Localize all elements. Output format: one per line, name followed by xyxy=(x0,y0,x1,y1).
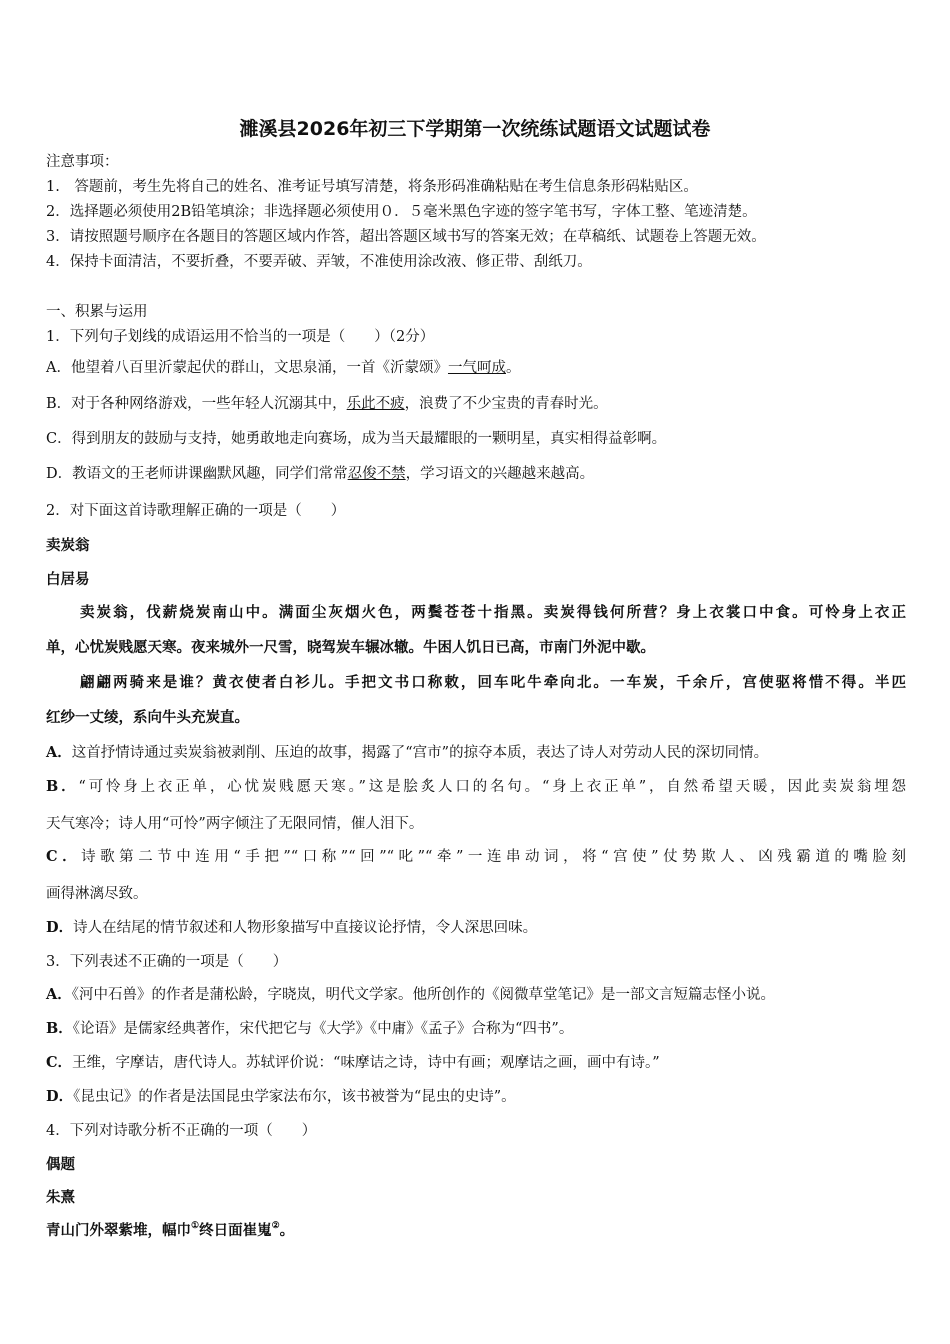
q1-option-c: C．得到朋友的鼓励与支持，她勇敢地走向赛场，成为当天最耀眼的一颗明星，真实相得益彰啊。 xyxy=(46,431,667,447)
poem-line: 翩翩两骑来是谁？黄衣使者白衫儿。手把文书口称敕，回车叱牛牵向北。一车炭，千余斤，宫使驱将惜不得。半匹 xyxy=(80,674,906,691)
poem-line: 卖炭翁，伐薪烧炭南山中。满面尘灰烟火色，两鬓苍苍十指黑。卖炭得钱何所营？身上衣裳口中食。可怜身上衣正 xyxy=(80,604,906,621)
question-3-stem: 3．下列表述不正确的一项是（ ） xyxy=(46,954,288,970)
underlined-idiom: 乐此不疲 xyxy=(346,396,405,412)
poem-line: 红纱一丈绫，系向牛头充炭直。 xyxy=(46,709,249,726)
q3-option-a: A．《河中石兽》的作者是蒲松龄，字晓岚，明代文学家。他所创作的《阅微草堂笔记》是一部文言短篇志怪小说。 xyxy=(46,986,776,1003)
notice-item: 1. 答题前，考生先将自己的姓名、准考证号填写清楚，将条形码准确粘贴在考生信息条形码粘贴区。 xyxy=(46,179,698,195)
q1-option-d: D．教语文的王老师讲课幽默风趣，同学们常常忍俊不禁，学习语文的兴趣越来越高。 xyxy=(46,466,595,482)
q3-option-c: C．王维，字摩诘，唐代诗人。苏轼评价说：“味摩诘之诗，诗中有画；观摩诘之画，画中有诗。” xyxy=(46,1054,660,1071)
q2-option-a: A．这首抒情诗通过卖炭翁被剥削、压迫的故事，揭露了“宫市”的掠夺本质，表达了诗人对劳动人民的深切同情。 xyxy=(46,744,769,761)
q2-option-c: C．诗歌第二节中连用“手把”“口称”“回”“叱”“牵”一连串动词，将“宫使”仗势欺人、凶残霸道的嘴脸刻 xyxy=(46,848,906,865)
q3-option-b: B．《论语》是儒家经典著作，宋代把它与《大学》《中庸》《孟子》合称为“四书”。 xyxy=(46,1020,574,1037)
notice-item: 2．选择题必须使用2B铅笔填涂；非选择题必须使用０．５毫米黑色字迹的签字笔书写，字体工整、笔迹清楚。 xyxy=(46,204,757,220)
poem-title: 偶题 xyxy=(46,1156,75,1173)
question-4-stem: 4．下列对诗歌分析不正确的一项（ ） xyxy=(46,1123,317,1139)
poem-line: 单，心忧炭贱愿天寒。夜来城外一尺雪，晓驾炭车辗冰辙。牛困人饥日已高，市南门外泥中歇。 xyxy=(46,639,655,656)
poem-title: 卖炭翁 xyxy=(46,537,90,554)
q2-option-c-cont: 画得淋漓尽致。 xyxy=(46,886,148,902)
q2-option-b: B．“可怜身上衣正单，心忧炭贱愿天寒。”这是脍炙人口的名句。“身上衣正单”，自然希望天暖，因此卖炭翁埋怨 xyxy=(46,778,906,795)
q2-option-d: D．诗人在结尾的情节叙述和人物形象描写中直接议论抒情，令人深思回味。 xyxy=(46,919,538,936)
underlined-idiom: 忍俊不禁 xyxy=(347,466,406,482)
q3-option-d: D．《昆虫记》的作者是法国昆虫学家法布尔，该书被誉为“昆虫的史诗”。 xyxy=(46,1088,516,1105)
poem-author: 朱熹 xyxy=(46,1189,75,1206)
notice-heading: 注意事项： xyxy=(46,154,119,170)
notice-item: 3．请按照题号顺序在各题目的答题区域内作答，超出答题区域书写的答案无效；在草稿纸、试题卷上答题无效。 xyxy=(46,229,766,245)
q1-option-a: A．他望着八百里沂蒙起伏的群山，文思泉涌，一首《沂蒙颂》一气呵成。 xyxy=(46,360,521,376)
q1-option-b: B．对于各种网络游戏，一些年轻人沉溺其中，乐此不疲，浪费了不少宝贵的青春时光。 xyxy=(46,396,608,412)
footnote-marker: ② xyxy=(271,1221,280,1231)
question-2-stem: 2．对下面这首诗歌理解正确的一项是（ ） xyxy=(46,503,346,519)
footnote-marker: ① xyxy=(191,1221,200,1231)
question-1-stem: 1．下列句子划线的成语运用不恰当的一项是（ ）（2分） xyxy=(46,329,435,345)
poem-author: 白居易 xyxy=(46,571,90,588)
page-title: 濉溪县2026年初三下学期第一次统练试题语文试题试卷 xyxy=(239,118,711,140)
section-heading: 一、积累与运用 xyxy=(46,304,148,320)
notice-item: 4．保持卡面清洁，不要折叠，不要弄破、弄皱，不准使用涂改液、修正带、刮纸刀。 xyxy=(46,254,592,270)
poem-line: 青山门外翠紫堆，幅巾①终日面崔嵬②。 xyxy=(46,1221,295,1239)
q2-option-b-cont: 天气寒冷；诗人用“可怜”两字倾注了无限同情，催人泪下。 xyxy=(46,816,424,832)
underlined-idiom: 一气呵成 xyxy=(447,360,506,376)
